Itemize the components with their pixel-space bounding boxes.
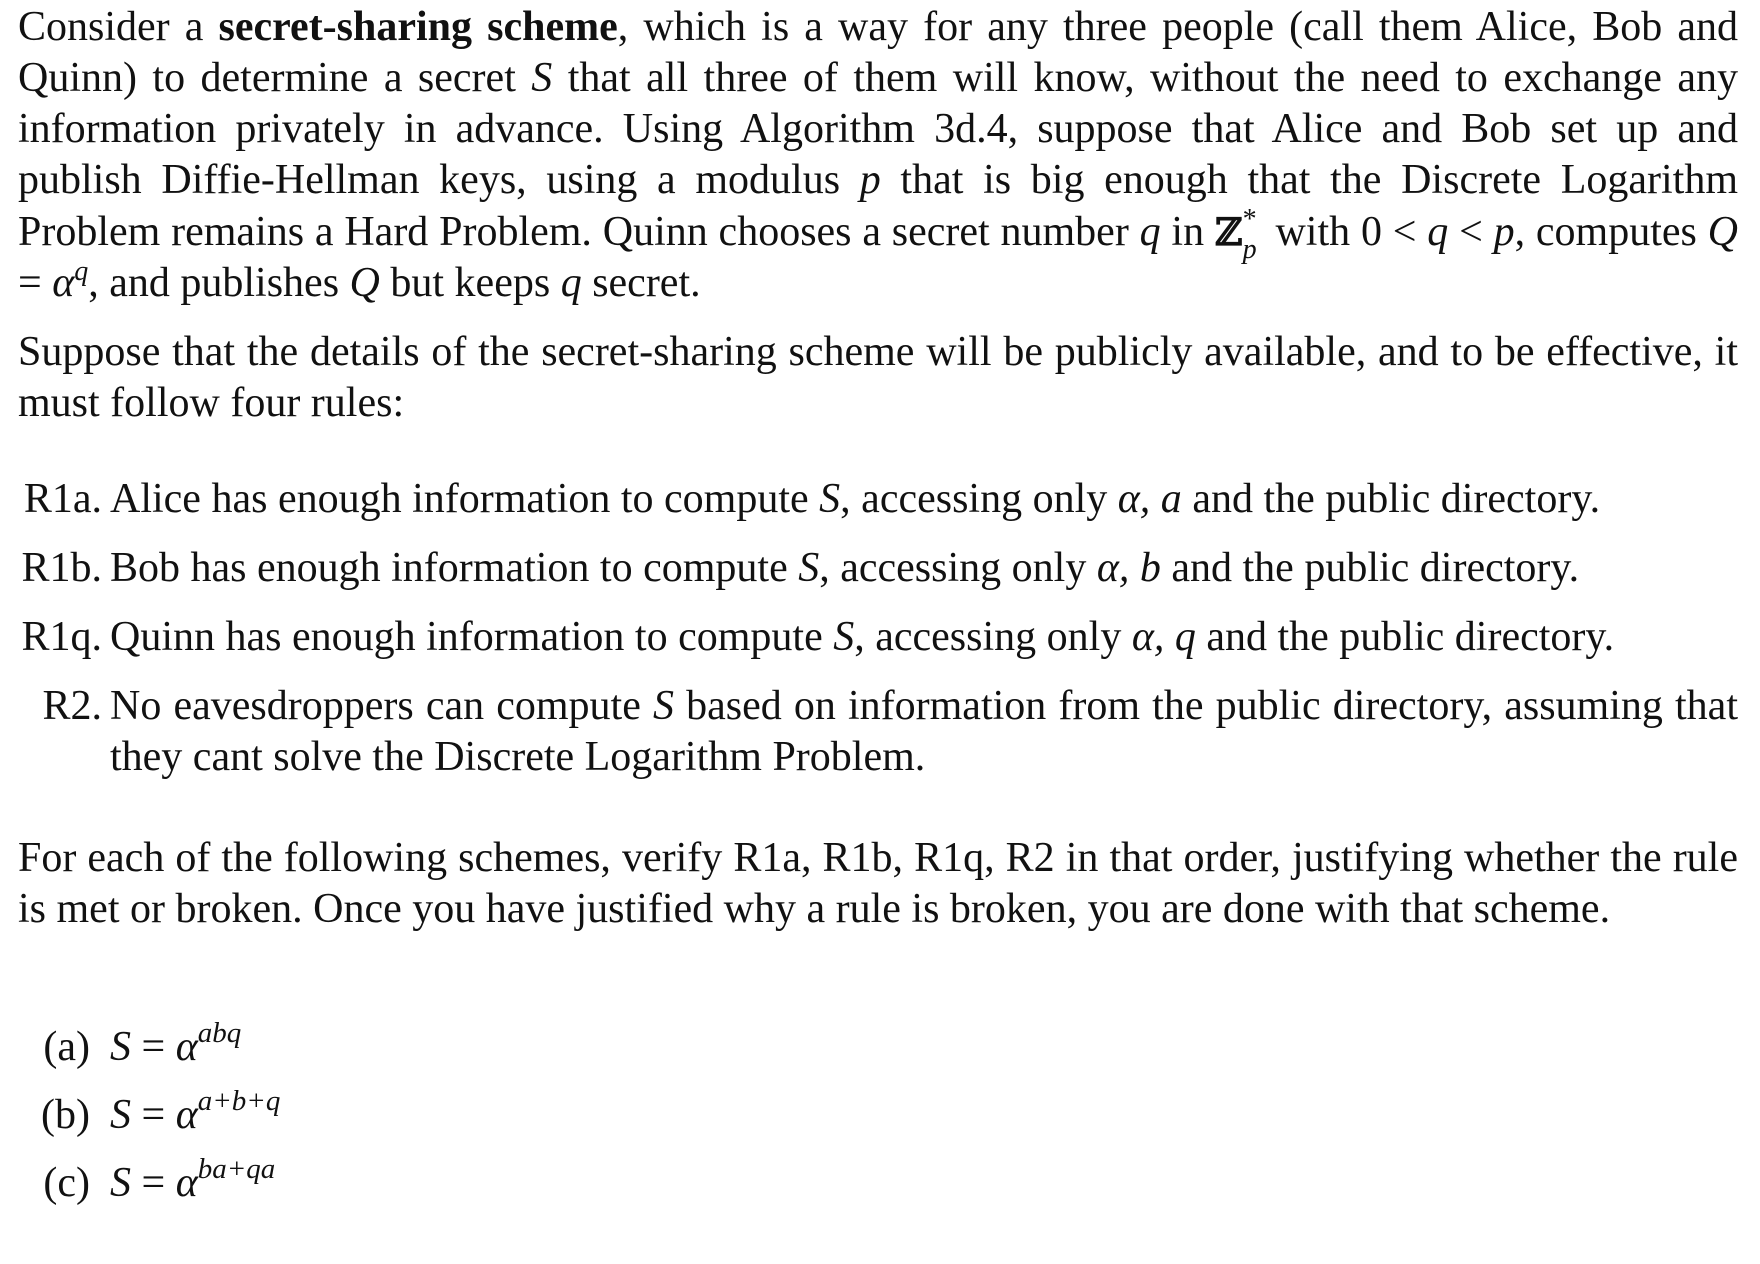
math-var: S — [833, 614, 855, 660]
intro-text: but keeps — [379, 260, 561, 306]
math-var: q — [1427, 209, 1449, 255]
term-secret-sharing-scheme: secret-sharing scheme — [218, 4, 618, 50]
math-exponent: q — [74, 256, 89, 287]
math-op: = — [131, 1024, 176, 1070]
rule-label: R2. — [42, 683, 102, 729]
math-var: p — [1493, 209, 1515, 255]
rule-text — [110, 612, 1738, 663]
scheme-label: (b) — [41, 1092, 90, 1138]
intro-text: in — [1160, 209, 1215, 255]
math-vars: α, a — [1117, 476, 1182, 522]
rule-text-part: Quinn has enough information to compute — [110, 614, 834, 660]
intro-text: , and publishes — [88, 260, 350, 306]
scheme-formula — [110, 1085, 281, 1141]
math-exponent: ba+qa — [197, 1153, 276, 1185]
intro-text: < — [1448, 209, 1494, 255]
math-subscript: p — [1242, 234, 1257, 265]
intro-text: , computes — [1514, 209, 1708, 255]
rule-label: R1q. — [21, 614, 102, 660]
intro-text: that all three of them will know, without the need to exchange any information privately in advance. Using Algorithm 3d.4, suppose that Alice and Bob set up and publish Diffie-Hellman keys, using a modulus — [18, 55, 1738, 203]
rule-text-part: and the public directory. — [1195, 614, 1615, 660]
math-superscript: * — [1242, 204, 1257, 235]
math-vars: α, q — [1131, 614, 1196, 660]
scheme-formula — [110, 1153, 276, 1209]
math-var: Q — [1707, 209, 1739, 255]
math-var: q — [560, 260, 582, 306]
rule-text-part: based on information from the public directory, assuming that they cant solve the Discrete Logarithm Problem. — [110, 683, 1738, 780]
rule-text — [110, 681, 1738, 783]
math-exponent: a+b+q — [197, 1085, 281, 1117]
math-var: S — [110, 1092, 131, 1138]
math-var: p — [859, 157, 881, 203]
intro-text: Consider a — [18, 4, 219, 50]
math-op: = — [131, 1160, 176, 1206]
math-var: α — [175, 1160, 198, 1206]
intro-text: with 0 < — [1264, 209, 1428, 255]
math-vars: α, b — [1096, 545, 1161, 591]
math-var: S — [110, 1160, 131, 1206]
scheme-formula — [110, 1017, 242, 1073]
math-var: q — [1139, 209, 1161, 255]
math-var: α — [175, 1092, 198, 1138]
instructions-paragraph: For each of the following schemes, verify R1a, R1b, R1q, R2 in that order, justifying whether the rule is met or broken. Once you have justified why a rule is broken, you are done with that scheme. — [18, 835, 1738, 932]
math-var: S — [110, 1024, 131, 1070]
scheme-label: (c) — [43, 1160, 90, 1206]
math-var: Q — [349, 260, 380, 306]
rule-text-part: , accessing only — [840, 476, 1118, 522]
rule-text — [110, 474, 1738, 525]
math-zp-star — [1214, 204, 1257, 265]
rule-text-part: and the public directory. — [1160, 545, 1580, 591]
rule-label: R1b. — [21, 545, 102, 591]
rules-intro-paragraph: Suppose that the details of the secret-sharing scheme will be publicly available, and to be effective, it must follow four rules: — [18, 329, 1738, 426]
rule-text-part: and the public directory. — [1181, 476, 1601, 522]
rule-text — [110, 543, 1738, 594]
math-var: S — [652, 683, 674, 729]
rule-text-part: No eavesdroppers can compute — [110, 683, 653, 729]
rule-text-part: , accessing only — [854, 614, 1132, 660]
intro-text: , which is a way for any three people (call them Alice, Bob and Quinn) to determine a secret — [18, 4, 1738, 101]
math-exponent: abq — [197, 1017, 242, 1049]
intro-text: = — [18, 260, 53, 306]
rule-label: R1a. — [23, 476, 102, 522]
rule-text-part: Alice has enough information to compute — [110, 476, 820, 522]
scheme-label: (a) — [43, 1024, 90, 1070]
intro-text: that is big enough that the Discrete Logarithm Problem remains a Hard Problem. Quinn chooses a secret number — [18, 157, 1738, 255]
math-symbol: ℤ — [1214, 209, 1243, 254]
math-var: S — [798, 545, 820, 591]
intro-paragraph — [18, 2, 1738, 309]
rule-text-part: , accessing only — [819, 545, 1097, 591]
rule-text-part: Bob has enough information to compute — [110, 545, 799, 591]
intro-text: secret. — [581, 260, 701, 306]
math-var: α — [52, 260, 75, 306]
math-var: S — [531, 55, 553, 101]
math-var: α — [175, 1024, 198, 1070]
math-var: S — [819, 476, 841, 522]
math-op: = — [131, 1092, 176, 1138]
